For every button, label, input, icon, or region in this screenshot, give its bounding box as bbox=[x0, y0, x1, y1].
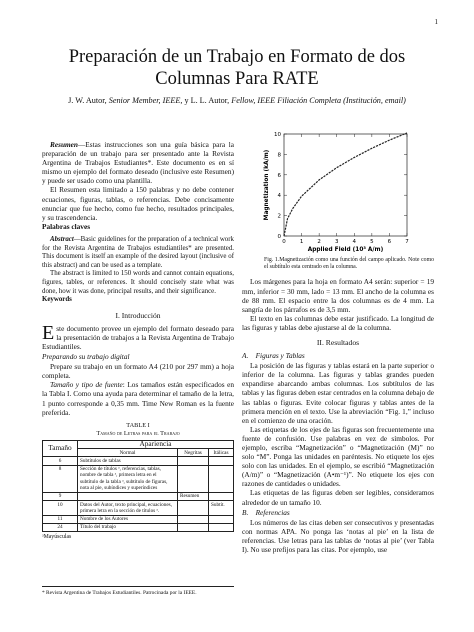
intro-p2: Prepare su trabajo en un formato A4 (210 por 297 mm) a hoja completa. bbox=[42, 362, 234, 381]
cell-italic bbox=[209, 515, 234, 523]
font-size-table bbox=[42, 440, 234, 533]
cell-size: 24 bbox=[43, 523, 78, 531]
x-tick-label: 0 bbox=[282, 239, 286, 245]
resumen-keywords: Palabras claves bbox=[42, 221, 91, 231]
table-row bbox=[43, 523, 234, 531]
y-tick-label: 6 bbox=[277, 172, 281, 179]
cell-normal: Nombre de los Autores bbox=[78, 515, 178, 523]
resumen-text: —Estas instrucciones son una guía básica para la preparación de un trabajo para ser presentado ante la Revista Argentina de Trabajos Estudiantes*. Este documento es en sí mismo un ejemplo del formato deseado (inclusive este Resumen) y puede ser usado como una plantilla. bbox=[42, 140, 234, 186]
plot-frame bbox=[284, 134, 407, 236]
y-tick-label: 2 bbox=[277, 213, 281, 220]
cell-normal bbox=[78, 492, 178, 500]
right-column bbox=[242, 126, 434, 554]
abstract-p2: The abstract is limited to 150 words and cannot contain equations, figures, tables, or references. It should concisely state what was done, how it was done, principal results, and their significance. bbox=[42, 270, 234, 295]
cell-italic bbox=[209, 523, 234, 531]
x-tick-label: 2 bbox=[317, 239, 321, 245]
y-tick-label: 8 bbox=[277, 152, 281, 159]
x-tick-label: 7 bbox=[405, 239, 409, 245]
author-1-role: Senior Member, IEEE bbox=[108, 96, 181, 105]
cell-normal: Subtítulos de tablas bbox=[78, 457, 178, 465]
table-caption bbox=[42, 422, 234, 438]
series-line bbox=[284, 133, 407, 236]
y-axis-label: Magnetization (kA/m) bbox=[264, 149, 270, 221]
figure-caption: Fig. 1.Magnetización como una función del campo aplicado. Note como el subtítulo esta centrado en la columna. bbox=[264, 257, 434, 271]
table-row bbox=[43, 457, 234, 465]
cell-bold bbox=[178, 501, 209, 516]
cell-normal: Título del trabajo bbox=[78, 523, 178, 531]
cell-italic bbox=[209, 457, 234, 465]
th-bold: Negritas bbox=[178, 449, 209, 457]
th-italic: Itálicas bbox=[209, 449, 234, 457]
intro-sub2: Tamaño y tipo de fuente bbox=[50, 380, 123, 390]
author-2-role: Fellow, IEEE Filiación Completa (Institución, email) bbox=[231, 96, 406, 105]
table-row bbox=[43, 492, 234, 500]
figure-1 bbox=[242, 126, 434, 256]
intro-p3 bbox=[42, 380, 234, 416]
table-number: TABLE I bbox=[126, 421, 150, 429]
intro-sub1: Preparando su trabajo digital bbox=[42, 352, 130, 362]
abstract-text: —Basic guidelines for the preparation of a technical work for the Revista Argentina de Trabajos estudiantiles* are presented. This document is itself an example of the desired layout (inclusive of this abstract) and can be used as a template. bbox=[42, 235, 234, 269]
right-p5: Las etiquetas de las figuras deben ser legibles, consideramos alrededor de un tamaño 10. bbox=[242, 488, 434, 507]
right-p6: Los números de las citas deben ser consecutivos y presentadas con normas APA. No ponga las ‘notas al pie’ en la lista de referencias. Use letras para las tablas de ‘notas al pie’ (ver Tabla I). No use prefijos para las citas. Por ejemplo, use bbox=[242, 517, 434, 555]
left-column bbox=[42, 140, 234, 542]
right-p1: Los márgenes para la hoja en formato A4 serán: superior = 19 mm, inferior = 30 mm, lado = 13 mm. El ancho de la columna es de 88 mm. El espacio entre la dos columnas es de 4 mm. La sangría de los párrafos es de 3,5 mm. bbox=[242, 277, 434, 314]
subsection-a: A. Figuras y Tablas bbox=[242, 351, 305, 361]
cell-bold bbox=[178, 523, 209, 531]
footnote: * Revista Argentina de Trabajos Estudiantiles. Patrocinada por la IEEE. bbox=[42, 586, 234, 597]
right-p3: La posición de las figuras y tablas estará en la parte superior o inferior de la columna. Las figuras y tablas grandes pueden expandirse abarcando ambas columnas. Los subtítulos de las tablas y las figuras deben estar centrados en la columna debajo de las tablas o figuras. Evite colocar figuras y tablas antes de la primera mención en el texto. Use la abreviación “Fig. 1,” incluso en el comienzo de una oración. bbox=[242, 361, 434, 425]
cell-italic: Subtít. bbox=[209, 501, 234, 516]
resumen-p1 bbox=[42, 140, 234, 185]
th-appearance: Apariencia bbox=[78, 440, 234, 448]
table-note: ᵃMayúsculas bbox=[42, 534, 72, 541]
intro-heading: I. Introducción bbox=[115, 310, 161, 320]
author-separator: , y L. L. Autor, bbox=[180, 96, 230, 105]
magnetization-chart bbox=[242, 126, 434, 256]
dropcap: E bbox=[42, 321, 55, 344]
abstract-block bbox=[42, 236, 234, 305]
cell-bold bbox=[178, 465, 209, 492]
right-p2: El texto en las columnas debe estar justificado. La longitud de las figuras y tablas debe ajustarse al de la columna. bbox=[242, 313, 434, 332]
abstract-p1 bbox=[42, 236, 234, 270]
th-normal: Normal bbox=[78, 449, 178, 457]
table-row bbox=[43, 465, 234, 492]
right-p4: Las etiquetas de los ejes de las figuras son frecuentemente una fuente de confusión. Use palabras en vez de símbolos. Por ejemplo, escriba “Magnetización” o “Magnetización (M)” no solo “M”. Ponga las unidades en paréntesis. No etiquete los ejes solo con las unidades. En el ejemplo, se escribió “Magnetización (A/m)” o “Magnetización (A•m⁻¹)”. No etiquete los ejes con razones de cantidades o unidades. bbox=[242, 424, 434, 489]
resumen-label: Resumen bbox=[50, 140, 78, 149]
cell-size: 9 bbox=[43, 492, 78, 500]
cell-normal: Sección de títulos ᵃ, referencias, tablas, nombre de tabla ᵃ, primera letra en el subtítulo de la tabla ᵃ, subtítulo de figuras, nota al pie, subíndices y superíndices bbox=[78, 465, 178, 492]
cell-size: 8 bbox=[43, 465, 78, 492]
cell-size: 6 bbox=[43, 457, 78, 465]
subsection-b: B. Referencias bbox=[242, 507, 290, 517]
cell-size: 10 bbox=[43, 501, 78, 516]
cell-bold bbox=[178, 515, 209, 523]
x-tick-label: 6 bbox=[387, 239, 392, 245]
y-tick-label: 0 bbox=[277, 234, 281, 240]
th-size: Tamaño bbox=[43, 440, 78, 457]
cell-italic bbox=[209, 492, 234, 500]
abstract-keywords: Keywords bbox=[42, 296, 72, 304]
x-tick-label: 4 bbox=[352, 239, 357, 245]
results-heading: II. Resultados bbox=[316, 337, 360, 347]
x-tick-label: 3 bbox=[334, 239, 339, 245]
x-tick-label: 1 bbox=[299, 239, 304, 245]
intro-p3-text: : Los tamaños están especificados en la Tabla I. Como una ayuda para determinar el tamaño de la letra, 1 punto corresponde a 0,35 mm. Time New Roman es la fuente preferida. bbox=[42, 380, 234, 417]
abstract-label: Abstract bbox=[50, 235, 74, 243]
author-1: J. W. Autor, bbox=[68, 96, 107, 105]
page-number: 1 bbox=[434, 18, 438, 26]
table-row bbox=[43, 515, 234, 523]
intro-text: ste documento provee un ejemplo del formato deseado para la presentación de trabajos a la Revista Argentina de Trabajo Estudiantiles. bbox=[42, 323, 234, 351]
cell-size: 11 bbox=[43, 515, 78, 523]
resumen-p2: El Resumen esta limitado a 150 palabras y no debe contener ecuaciones, figuras, tablas, o referencias. Debe concisamente enunciar que fue hecho, como fue hecho, resultados principales, y su trascendencia. bbox=[42, 185, 234, 222]
y-tick-label: 4 bbox=[277, 193, 281, 200]
paper-title: Preparación de un Trabajo en Formato de dos Columnas Para RATE bbox=[68, 47, 406, 89]
x-axis-label: Applied Field (10³ A/m) bbox=[307, 247, 384, 253]
x-tick-label: 5 bbox=[370, 239, 374, 245]
author-line bbox=[40, 95, 434, 106]
cell-normal: Datos del Autor, texto principal, ecuaciones, primera letra en la sección de títulos ᵃ. bbox=[78, 501, 178, 516]
intro-p1 bbox=[42, 321, 234, 351]
table-subcaption: Tamaño de Letras para el Trabajo bbox=[96, 429, 180, 437]
cell-bold bbox=[178, 457, 209, 465]
table-row bbox=[43, 501, 234, 516]
cell-bold: Resumen bbox=[178, 492, 209, 500]
cell-italic bbox=[209, 465, 234, 492]
y-tick-label: 10 bbox=[274, 132, 281, 138]
